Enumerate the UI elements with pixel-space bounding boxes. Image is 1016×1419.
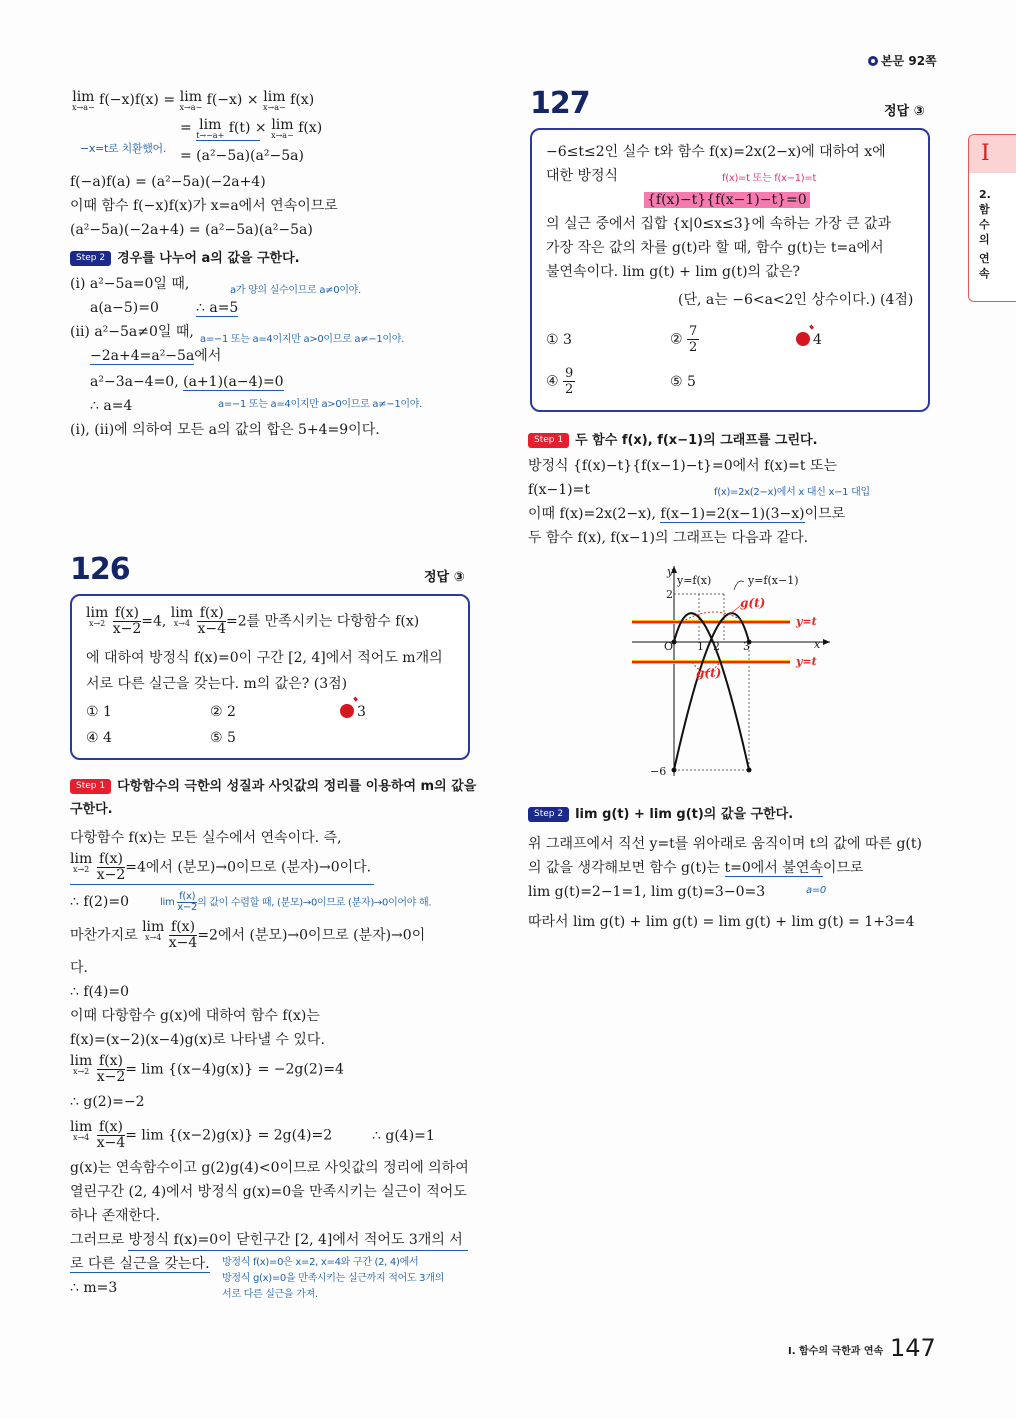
step2-badge: Step 2 xyxy=(70,251,111,266)
page-reference: 본문 92쪽 xyxy=(868,52,937,69)
sol-l15: 그러므로 방정식 f(x)=0이 닫힌구간 [2, 4]에서 적어도 3개의 서 xyxy=(70,1232,463,1248)
q127-pink-note: f(x)=t 또는 f(x−1)=t xyxy=(722,173,817,184)
red-check-icon xyxy=(340,704,354,718)
step1-badge: Step 1 xyxy=(70,779,111,794)
q126-line-1: lim x→2 $\frac{f(x)}{x-2}$ =4, lim x→4 $\frac{f(x)}{x-4}$ =2를 만족시키는 다항함수 f(x) xyxy=(86,605,420,637)
q127-choice-2[interactable]: ② $\frac{7}{2}$ xyxy=(670,324,698,355)
q127-choice-5[interactable]: ⑤ 5 xyxy=(670,374,696,390)
q127-choice-3-selected[interactable]: 4 xyxy=(796,332,822,348)
footer-chapter: I. 함수의 극한과 연속 xyxy=(788,1346,884,1357)
q127-line-2: 대한 방정식 xyxy=(546,168,619,184)
q126-choice-4[interactable]: ④ 4 xyxy=(86,730,112,746)
question-number-127: 127 xyxy=(530,86,590,121)
answer-tag-126: 정답 ③ xyxy=(424,570,465,585)
case2-eq2: a²−3a−4=0, (a+1)(a−4)=0 xyxy=(90,374,284,390)
sol-l5: 다. xyxy=(70,960,88,976)
eq-line-3: = (a²−5a)(a²−5a) xyxy=(180,148,304,164)
q126-step1-heading: Step 1 다항함수의 극한의 성질과 사잇값의 정리를 이용하여 m의 값을 xyxy=(70,776,476,797)
final-note-3: 서로 다른 실근을 가져. xyxy=(222,1289,318,1300)
sol-l14: 하나 존재한다. xyxy=(70,1208,161,1224)
sol-l3: ∴ f(2)=0 xyxy=(70,894,130,910)
q127-step2-heading: Step 2 lim g(t) + lim g(t)의 값을 구한다. xyxy=(528,804,793,825)
sol-l17: ∴ m=3 xyxy=(70,1280,118,1296)
circle-bullet-icon xyxy=(868,56,878,66)
final-note-1: 방정식 f(x)=0은 x=2, x=4와 구간 (2, 4)에서 xyxy=(222,1257,419,1268)
sol-l7: 이때 다항함수 g(x)에 대하여 함수 f(x)는 xyxy=(70,1008,320,1024)
q127-choice-4[interactable]: ④ $\frac{9}{2}$ xyxy=(546,366,574,397)
substitution-underline xyxy=(196,140,260,141)
q127-line-6: (단, a는 −6<a<2인 상수이다.) (4점) xyxy=(678,292,914,308)
q126-choice-2[interactable]: ② 2 xyxy=(210,704,236,720)
q127-step1-heading: Step 1 두 함수 f(x), f(x−1)의 그래프를 그린다. xyxy=(528,430,818,451)
case2-note: a=−1 또는 a=4이지만 a>0이므로 a≠−1이야. xyxy=(200,334,405,345)
label-y-fx: y=f(x) xyxy=(677,574,712,587)
sol-l15-underline xyxy=(128,1250,468,1251)
q126-choice-1[interactable]: ① 1 xyxy=(86,704,112,720)
final-note-2: 방정식 g(x)=0을 만족시키는 실근까지 적어도 3개의 xyxy=(222,1273,444,1284)
chapter-side-tab[interactable] xyxy=(968,134,1016,302)
q127-line-3: 의 실근 중에서 집합 {x|0≤x≤3}에 속하는 가장 큰 값과 xyxy=(546,216,892,232)
q126-choice-3-selected[interactable]: 3 xyxy=(340,704,366,720)
case2-result-note: a=−1 또는 a=4이지만 a>0이므로 a≠−1이야. xyxy=(218,399,423,410)
case2-result: ∴ a=4 xyxy=(90,398,133,414)
page-number: 147 xyxy=(890,1334,936,1362)
step2-conclusion: (i), (ii)에 의하여 모든 a의 값의 합은 5+4=9이다. xyxy=(70,422,380,438)
sol-l8: f(x)=(x−2)(x−4)g(x)로 나타낼 수 있다. xyxy=(70,1032,325,1048)
q126-line-3: 서로 다른 실근을 갖는다. m의 값은? (3점) xyxy=(86,676,348,692)
question-box-126 xyxy=(70,594,470,760)
q127-l2-note: f(x)=2x(2−x)에서 x 대신 x−1 대입 xyxy=(714,487,870,498)
part-roman-numeral: I xyxy=(969,135,1016,173)
q127-line-1: −6≤t≤2인 실수 t와 함수 f(x)=2x(2−x)에 대하여 x에 xyxy=(546,144,886,160)
eq-line-6: (a²−5a)(−2a+4) = (a²−5a)(a²−5a) xyxy=(70,222,313,238)
q127-equation: {f(x)−t}{f(x−1)−t}=0 xyxy=(644,190,810,210)
case1-result: ∴ a=5 xyxy=(196,300,239,316)
q127-choice-1[interactable]: ① 3 xyxy=(546,332,572,348)
answer-tag-127: 정답 ③ xyxy=(884,104,925,119)
chapter-label: 2. 함 수 의 연 속 xyxy=(979,188,991,280)
sol-l12: g(x)는 연속함수이고 g(2)g(4)<0이므로 사잇값의 정리에 의하여 xyxy=(70,1160,469,1176)
sol-l13: 열린구간 (2, 4)에서 방정식 g(x)=0을 만족시키는 실근이 적어도 xyxy=(70,1184,467,1200)
label-gt-top: g(t) xyxy=(740,596,766,610)
eq-line-1: lim x→a− f(−x)f(x) = lim x→a− f(−x) × lim x→a− f(x) xyxy=(72,89,315,112)
a-equals-0-note: a=0 xyxy=(806,885,826,896)
eq-line-5: 이때 함수 f(−x)f(x)가 x=a에서 연속이므로 xyxy=(70,198,338,214)
q126-line-2: 에 대하여 방정식 f(x)=0이 구간 [2, 4]에서 적어도 m개의 xyxy=(86,650,443,666)
sol-l6: ∴ f(4)=0 xyxy=(70,984,130,1000)
label-gt-bottom: g(t) xyxy=(696,666,722,680)
sol-l3-note: lim $\frac{f(x)}{x-2}$ 의 값이 수렴할 때, (분모)→0이므로 (분자)→0이어야 해. xyxy=(160,891,432,913)
case1-label: (i) a²−5a=0일 때, xyxy=(70,276,190,292)
case1-note: a가 양의 실수이므로 a≠0이야. xyxy=(230,285,361,296)
question-box-127 xyxy=(530,128,930,412)
sol-l10: ∴ g(2)=−2 xyxy=(70,1094,145,1110)
eq-line-2: = lim t→−a+ f(t) × lim x→a− f(x) xyxy=(180,117,323,140)
sol-l11: lim x→4 $\frac{f(x)}{x-4}$ = lim {(x−2)g(x)} = 2g(4)=2 xyxy=(70,1119,333,1151)
step1-badge: Step 1 xyxy=(528,433,569,448)
eq-line-4: f(−a)f(a) = (a²−5a)(−2a+4) xyxy=(70,174,266,190)
sol-l2-underline xyxy=(70,884,374,885)
parabola-graph xyxy=(630,562,840,782)
case2-label: (ii) a²−5a≠0일 때, xyxy=(70,324,194,340)
q127-line-5: 불연속이다. lim g(t) + lim g(t)의 값은? xyxy=(546,264,801,280)
q126-choice-5[interactable]: ⑤ 5 xyxy=(210,730,236,746)
label-yt-top: y=t xyxy=(796,615,817,628)
label-y-fx-shift: y=f(x−1) xyxy=(748,574,799,587)
step2-heading: Step 2 경우를 나누어 a의 값을 구한다. xyxy=(70,248,300,269)
sol-l16: 로 다른 실근을 갖는다. xyxy=(70,1256,210,1272)
case1-eq: a(a−5)=0 xyxy=(90,300,159,316)
step2-badge: Step 2 xyxy=(528,807,569,822)
question-number-126: 126 xyxy=(70,552,130,587)
sol-l2: lim x→2 $\frac{f(x)}{x-2}$ =4에서 (분모)→0이므로 (분자)→0이다. xyxy=(70,851,372,883)
case2-eq1: −2a+4=a²−5a에서 xyxy=(90,348,222,364)
substitution-note: −x=t로 치환했어. xyxy=(80,142,167,155)
sol-l11-result: ∴ g(4)=1 xyxy=(372,1128,435,1144)
sol-l4: 마찬가지로 lim x→4 $\frac{f(x)}{x-4}$ =2에서 (분모)→0이므로 (분자)→0이 xyxy=(70,919,426,951)
sol-l9: lim x→2 $\frac{f(x)}{x-2}$ = lim {(x−4)g(x)} = −2g(2)=4 xyxy=(70,1053,344,1085)
red-check-icon xyxy=(796,332,810,346)
label-yt-bottom: y=t xyxy=(796,655,817,668)
sol-l1: 다항함수 f(x)는 모든 실수에서 연속이다. 즉, xyxy=(70,830,342,846)
q127-line-4: 가장 작은 값의 차를 g(t)라 할 때, 함수 g(t)는 t=a에서 xyxy=(546,240,884,256)
